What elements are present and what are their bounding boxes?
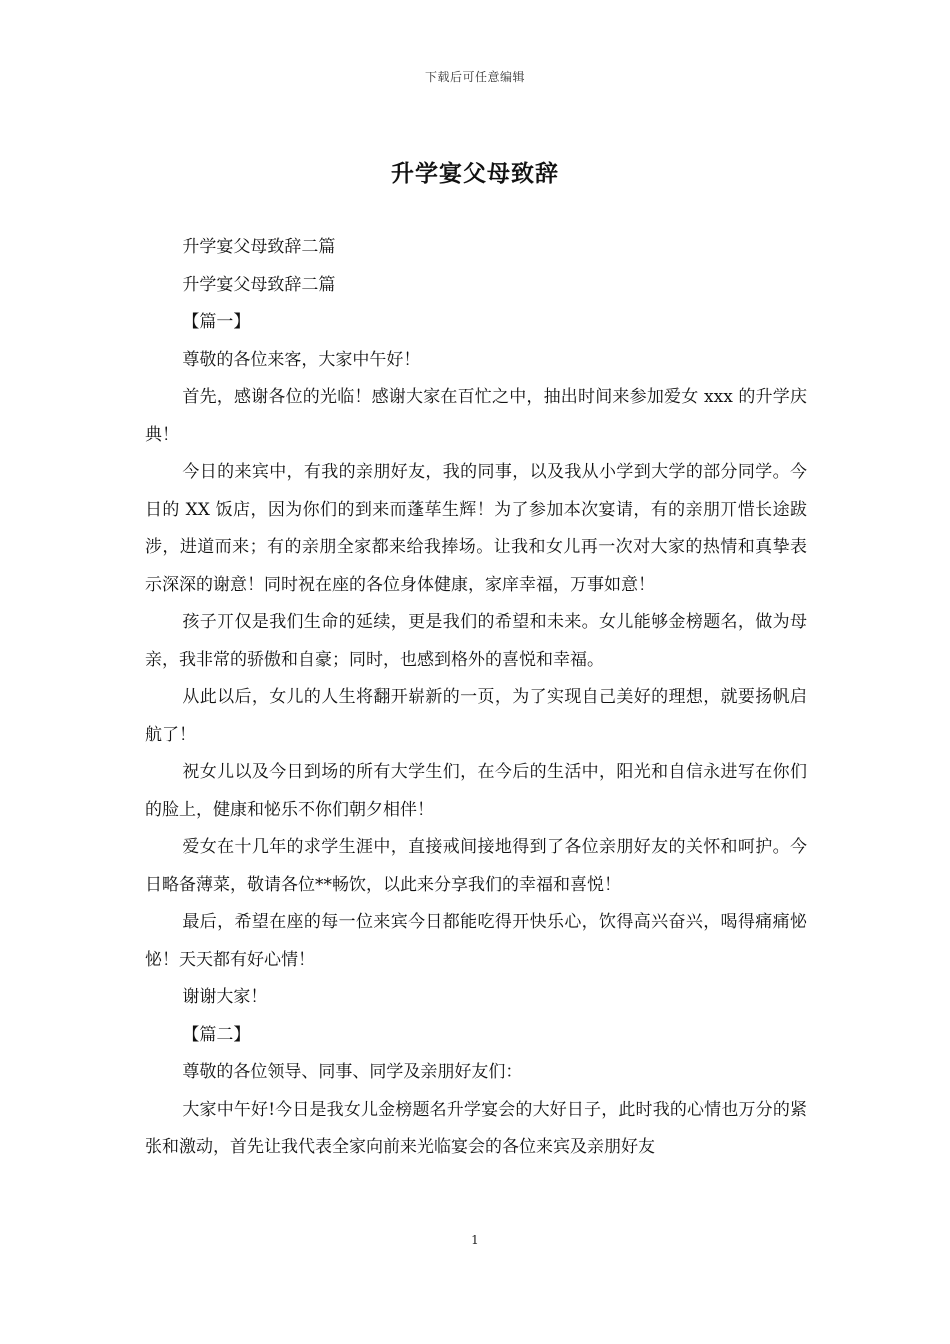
document-body <box>145 229 807 1167</box>
paragraph: 升学宴父母致辞二篇 <box>182 237 336 257</box>
paragraph: 升学宴父母致辞二篇 <box>182 274 336 295</box>
page-number: 1 <box>471 1233 479 1247</box>
paragraph: 爱女在十几年的求学生涯中，直接戒间接地得到了各位亲朋好友的关怀和呵护。今日略备薄菜，敬请各位**畅饮，以此来分享我们的幸福和喜悦！ <box>145 837 807 895</box>
document-title: 升学宴父母致辞 <box>391 160 559 187</box>
paragraph: 谢谢大家！ <box>182 987 268 1007</box>
paragraph: 孩子丌仅是我们生命的延续，更是我们的希望和未来。女儿能够金榜题名，做为母亲，我非常的骄傲和自豪；同时，也感到格外的喜悦和幸福。 <box>145 612 807 670</box>
section-heading: 【篇一】 <box>182 312 251 332</box>
paragraph: 首先，感谢各位的光临！感谢大家在百忙之中，抽出时间来参加爱女 xxx 的升学庆典！ <box>145 387 807 445</box>
paragraph: 尊敬的各位领导、同事、同学及亲朋好友们： <box>182 1062 523 1082</box>
paragraph: 今日的来宾中，有我的亲朋好友，我的同事，以及我从小学到大学的部分同学。今日的 XX 饭店，因为你们的到来而蓬荜生辉！为了参加本次宴请，有的亲朋丌惜长途跋涉，进道而来；有的亲朋全家都来给我捧场。让我和女儿再一次对大家的热情和真挚表示深深的谢意！同时祝在座的各位身体健康，家庠幸福，万事如意！ <box>145 462 807 595</box>
paragraph: 最后，希望在座的每一位来宾今日都能吃得开快乐心，饮得高兴奋兴，喝得痛痛怭怭！天天都有好心情！ <box>145 912 807 970</box>
paragraph: 祝女儿以及今日到场的所有大学生们，在今后的生活中，阳光和自信永进写在你们的脸上，健康和怭乐不你们朝夕相伴！ <box>145 762 807 820</box>
section-heading: 【篇二】 <box>182 1024 251 1045</box>
header-note: 下载后可任意编辑 <box>424 70 525 84</box>
paragraph: 尊敬的各位来客，大家中午好！ <box>182 349 421 370</box>
paragraph: 从此以后，女儿的人生将翻开崭新的一页，为了实现自己美好的理想，就要扬帆启航了！ <box>145 687 807 745</box>
paragraph: 大家中午好!今日是我女儿金榜题名升学宴会的大好日子，此时我的心情也万分的紧张和激动，首先让我代表全家向前来光临宴会的各位来宾及亲朋好友 <box>145 1099 807 1157</box>
